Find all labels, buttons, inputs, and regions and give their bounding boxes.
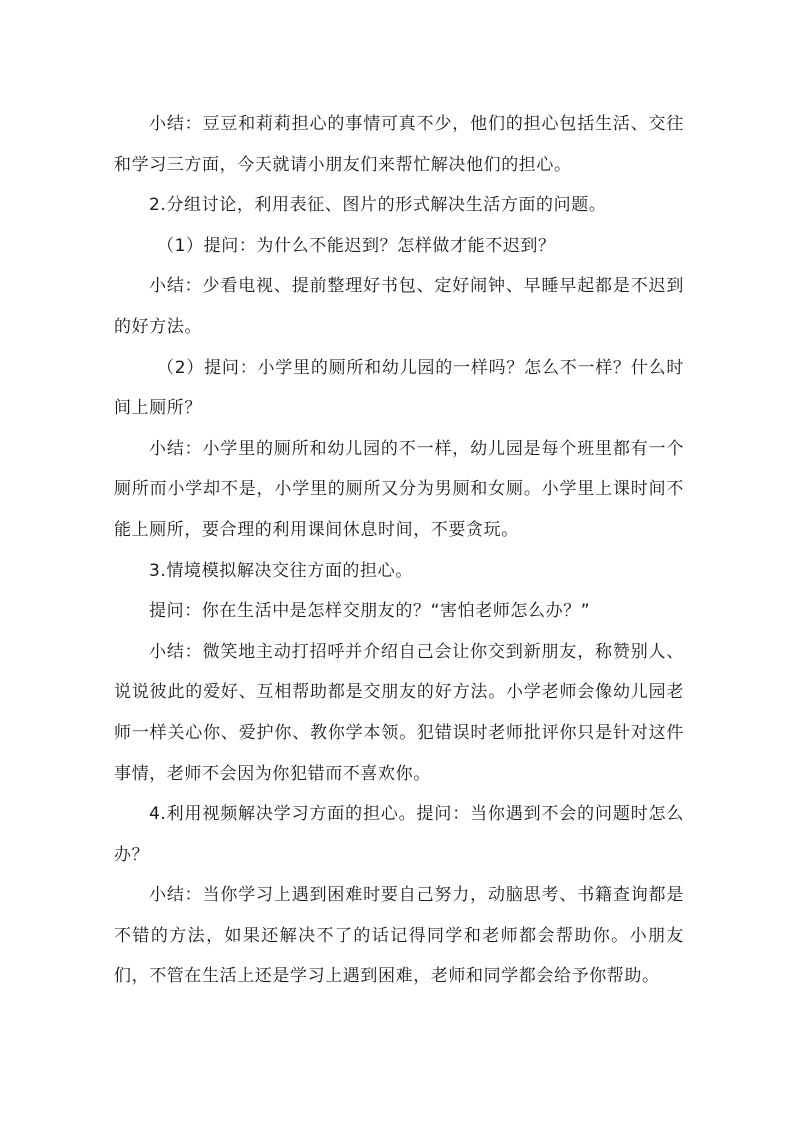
- question-paragraph: 提问：你在生活中是怎样交朋友的？“害怕老师怎么办？”: [149, 601, 591, 622]
- question-paragraph-1: （1）提问：为什么不能迟到？怎样做才能不迟到？: [157, 235, 556, 256]
- summary-paragraph: 小结：微笑地主动打招呼并介绍自己会让你交到新朋友，称赞别人、说说彼此的爱好、互相帮助都是交朋友的好方法。小学老师会像幼儿园老师一样关心你、爱护你、教你学本领。犯错误时老师批评你只是针对这件事情，老师不会因为你犯错而不喜欢你。: [114, 641, 684, 784]
- section-heading-4: 4.利用视频解决学习方面的担心。提问：当你遇到不会的问题时怎么办？: [114, 804, 684, 865]
- section-heading-2: 2.分组讨论，利用表征、图片的形式解决生活方面的问题。: [149, 195, 607, 216]
- summary-paragraph: 小结：当你学习上遇到困难时要自己努力，动脑思考、书籍查询都是不错的方法，如果还解决不了的话记得同学和老师都会帮助你。小朋友们，不管在生活上还是学习上遇到困难，老师和同学都会给予你帮助。: [114, 885, 684, 987]
- summary-paragraph: 小结：少看电视、提前整理好书包、定好闹钟、早睡早起都是不迟到的好方法。: [114, 276, 684, 337]
- summary-paragraph: 小结：豆豆和莉莉担心的事情可真不少，他们的担心包括生活、交往和学习三方面，今天就请小朋友们来帮忙解决他们的担心。: [114, 114, 684, 175]
- question-paragraph-2: （2）提问：小学里的厕所和幼儿园的一样吗？怎么不一样？什么时间上厕所？: [114, 357, 684, 419]
- summary-paragraph: 小结：小学里的厕所和幼儿园的不一样，幼儿园是每个班里都有一个厕所而小学却不是，小学里的厕所又分为男厕和女厕。小学里上课时间不能上厕所，要合理的利用课间休息时间，不要贪玩。: [114, 438, 684, 540]
- section-heading-3: 3.情境模拟解决交往方面的担心。: [149, 560, 413, 581]
- document-body: [114, 104, 684, 997]
